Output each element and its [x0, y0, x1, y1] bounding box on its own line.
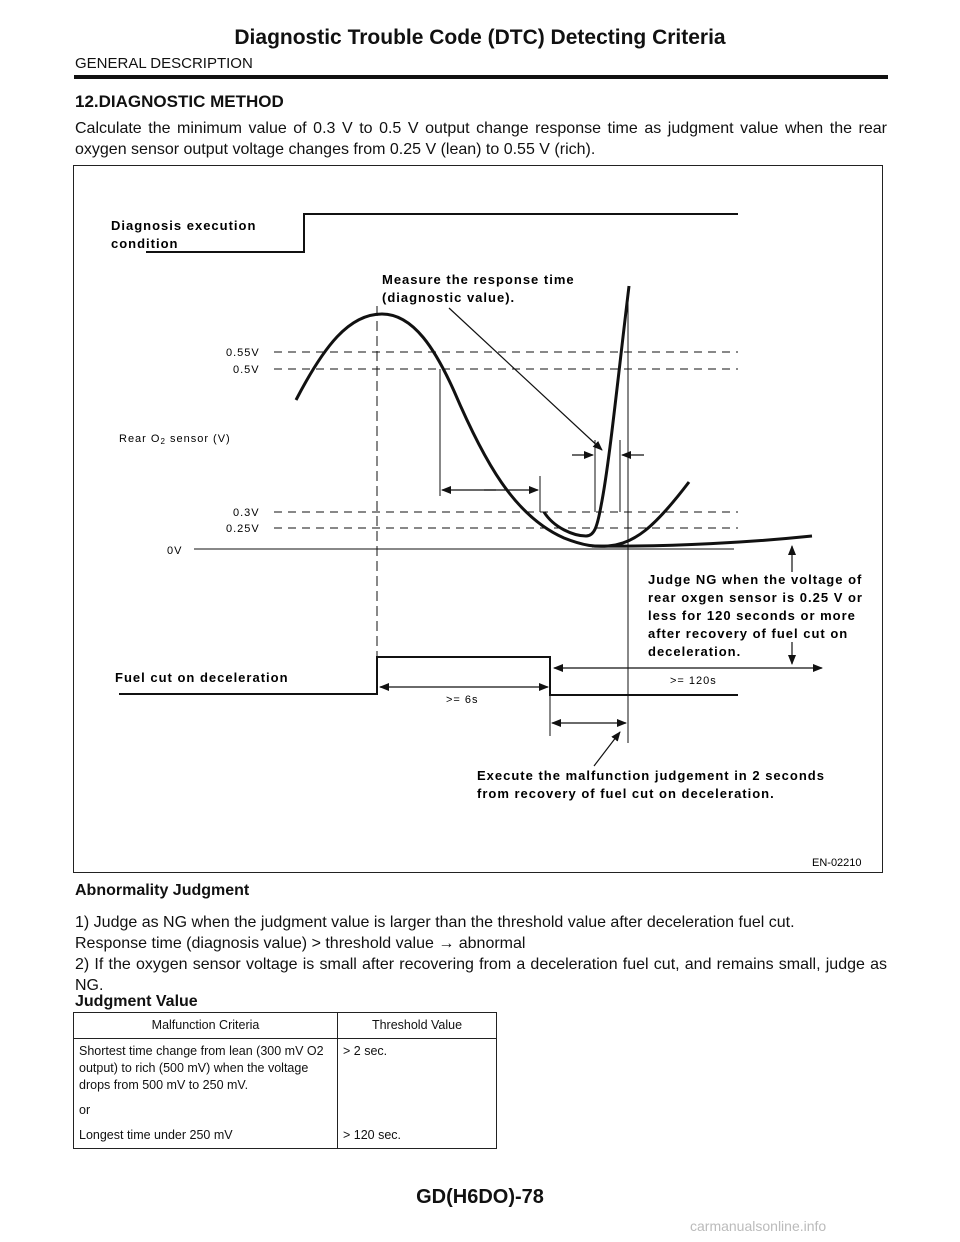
- page-subtitle: GENERAL DESCRIPTION: [75, 55, 253, 72]
- criteria-cell-2: Longest time under 250 mV: [74, 1123, 338, 1149]
- diag-exec-label-2: condition: [111, 236, 179, 251]
- table-row: [74, 1123, 497, 1149]
- criteria-cell-1: Shortest time change from lean (300 mV O2 output) to rich (500 mV) when the voltage drops from 500 mV to 250 mV.: [74, 1039, 338, 1099]
- page-title: Diagnostic Trouble Code (DTC) Detecting Criteria: [234, 26, 726, 49]
- execute-label-1: Execute the malfunction judgement in 2 seconds: [477, 768, 825, 783]
- header-threshold-value: Threshold Value: [338, 1013, 497, 1039]
- page-number: GD(H6DO)-78: [416, 1186, 544, 1208]
- table-header-row: [74, 1013, 497, 1039]
- judgment-value-title: Judgment Value: [75, 993, 198, 1010]
- judge-ng-line-5: deceleration.: [648, 644, 742, 659]
- threshold-cell-2: > 120 sec.: [338, 1123, 497, 1149]
- label-0v: 0V: [167, 545, 183, 557]
- abnormality-line-2: Response time (diagnosis value) > threshold value → abnormal: [75, 935, 526, 952]
- label-05v: 0.5V: [233, 364, 260, 376]
- figure-id: EN-02210: [812, 857, 862, 869]
- t120-label: >= 120s: [670, 675, 717, 687]
- execute-leader-line: [594, 732, 620, 766]
- section-intro: Calculate the minimum value of 0.3 V to 0.5 V output change response time as judgment value when the rear oxygen sensor output voltage changes from 0.25 V (lean) to 0.55 V (rich).: [75, 120, 887, 158]
- measure-label-2: (diagnostic value).: [382, 290, 516, 305]
- judge-ng-line-1: Judge NG when the voltage of: [648, 572, 863, 587]
- o2-spike-curve: [544, 286, 629, 536]
- threshold-cell-empty: [338, 1098, 497, 1123]
- abnormality-line-3: 2) If the oxygen sensor voltage is small after recovering from a deceleration fuel cut, and remains small, judge as NG.: [75, 956, 887, 994]
- timing-diagram-svg: [74, 166, 882, 872]
- label-03v: 0.3V: [233, 507, 260, 519]
- judge-ng-line-2: rear oxgen sensor is 0.25 V or: [648, 590, 863, 605]
- criteria-cell-or: or: [74, 1098, 338, 1123]
- diag-exec-label-1: Diagnosis execution: [111, 218, 257, 233]
- timing-diagram: [73, 165, 883, 873]
- header-rule: [74, 75, 888, 79]
- section-title: 12.DIAGNOSTIC METHOD: [75, 92, 284, 111]
- fuel-cut-label: Fuel cut on deceleration: [115, 670, 289, 685]
- header-malfunction-criteria: Malfunction Criteria: [74, 1013, 338, 1039]
- watermark: carmanualsonline.info: [690, 1218, 827, 1234]
- table-row: [74, 1098, 497, 1123]
- abnormality-body: [75, 912, 887, 996]
- judge-ng-line-3: less for 120 seconds or more: [648, 608, 856, 623]
- measure-label-1: Measure the response time: [382, 272, 575, 287]
- execute-label-2: from recovery of fuel cut on deceleration.: [477, 786, 775, 801]
- table-row: [74, 1039, 497, 1099]
- abnormality-line-1: 1) Judge as NG when the judgment value is larger than the threshold value after deceleration fuel cut.: [75, 914, 795, 931]
- rear-o2-axis-label: Rear O2 sensor (V): [119, 433, 231, 446]
- judge-ng-note: [648, 572, 863, 659]
- abnormality-title: Abnormality Judgment: [75, 882, 250, 899]
- t6-label: >= 6s: [446, 694, 479, 706]
- label-055v: 0.55V: [226, 347, 260, 359]
- threshold-cell-1: > 2 sec.: [338, 1039, 497, 1099]
- label-025v: 0.25V: [226, 523, 260, 535]
- judge-ng-line-4: after recovery of fuel cut on: [648, 626, 849, 641]
- judgment-value-table: [73, 1012, 497, 1149]
